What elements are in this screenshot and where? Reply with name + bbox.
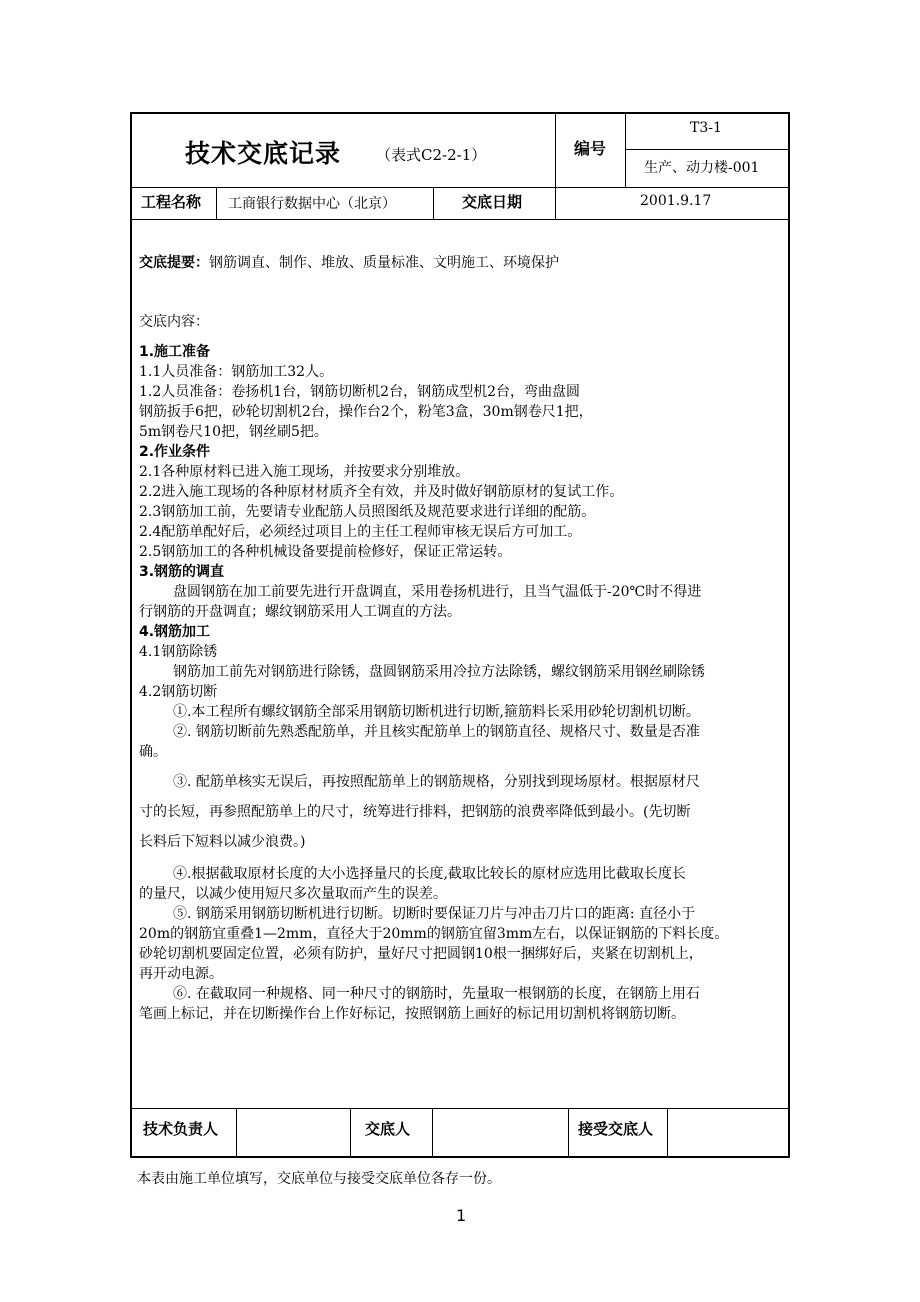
sig-col-line-4: [568, 1108, 569, 1158]
line-s2-5: 2.5钢筋加工的各种机械设备要提前检修好，保证正常运转。: [139, 544, 512, 560]
line-s3-1b: 行钢筋的开盘调直；螺纹钢筋采用人工调直的方法。: [139, 604, 461, 620]
discloser-label: 交底人: [365, 1120, 411, 1138]
item-6b: 笔画上标记，并在切断操作台上作好标记，按照钢筋上画好的标记用切割机将钢筋切断。: [139, 1006, 685, 1022]
line-s2-4: 2.4配筋单配好后，必须经过项目上的主任工程师审核无误后方可加工。: [139, 524, 582, 540]
line-s1-2a: 1.2人员准备：卷扬机1台，钢筋切断机2台，钢筋成型机2台，弯曲盘圆: [139, 384, 580, 400]
receiver-label: 接受交底人: [578, 1120, 654, 1138]
item-4b: 的量尺，以减少使用短尺多次量取而产生的误差。: [139, 886, 447, 902]
item-4a: ④.根据截取原材长度的大小选择量尺的长度,截取比较长的原材应选用比截取长度长: [173, 866, 686, 882]
item-5c: 砂轮切割机要固定位置，必须有防护，量好尺寸把圆钢10根一捆绑好后，夹紧在切割机上，: [139, 946, 703, 962]
tech-lead-signature-field[interactable]: [237, 1109, 349, 1157]
discloser-signature-field[interactable]: [433, 1109, 567, 1157]
item-2a: ②. 钢筋切断前先熟悉配筋单，并且核实配筋单上的钢筋直径、规格尺寸、数量是否准: [173, 724, 700, 740]
content-body: [139, 342, 791, 1024]
tech-lead-label: 技术负责人: [143, 1120, 219, 1138]
section-3-title: 3.钢筋的调直: [139, 564, 225, 580]
info-col-line-1: [216, 187, 217, 219]
footer-note: 本表由施工单位填写，交底单位与接受交底单位各存一份。: [137, 1171, 501, 1187]
line-s4-1: 4.1钢筋除锈: [139, 644, 218, 660]
line-s2-1: 2.1各种原材料已进入施工现场，并按要求分别堆放。: [139, 464, 470, 480]
number-top-value: T3-1: [690, 120, 722, 136]
number-divider: [625, 149, 790, 150]
item-5d: 再开动电源。: [139, 966, 223, 982]
summary-value: 钢筋调直、制作、堆放、质量标准、文明施工、环境保护: [209, 255, 559, 271]
section-1-title: 1.施工准备: [139, 344, 211, 360]
header-divider: [130, 187, 790, 188]
content-label: 交底内容：: [139, 314, 209, 330]
form-number-code: （表式C2-2-1）: [376, 146, 487, 164]
line-s1-2b: 钢筋扳手6把，砂轮切割机2台，操作台2个，粉笔3盒，30m钢卷尺1把，: [139, 404, 593, 420]
item-2b: 确。: [139, 744, 167, 760]
page-number: 1: [456, 1206, 467, 1225]
number-bottom-value: 生产、动力楼-001: [644, 160, 760, 176]
sig-col-line-2: [350, 1108, 351, 1158]
project-name-value: 工商银行数据中心（北京）: [228, 196, 396, 212]
receiver-signature-field[interactable]: [668, 1109, 788, 1157]
item-5a: ⑤. 钢筋采用钢筋切断机进行切断。切断时要保证刀片与冲击刀片口的距离: 直径小于: [173, 906, 696, 922]
summary-label: 交底提要：: [139, 255, 209, 271]
line-s1-2c: 5m钢卷尺10把，钢丝刷5把。: [139, 424, 328, 440]
info-col-line-2: [433, 187, 434, 219]
line-s4-2: 4.2钢筋切断: [139, 684, 218, 700]
header-col-line-1: [555, 112, 556, 219]
form-title: 技术交底记录: [185, 139, 342, 168]
item-6a: ⑥. 在截取同一种规格、同一种尺寸的钢筋时，先量取一根钢筋的长度，在钢筋上用石: [173, 986, 700, 1002]
line-s3-1a: 盘圆钢筋在加工前要先进行开盘调直，采用卷扬机进行，且当气温低于-20℃时不得进: [173, 584, 702, 600]
item-1: ①.本工程所有螺纹钢筋全部采用钢筋切断机进行切断,箍筋料长采用砂轮切割机切断。: [173, 704, 700, 720]
section-2-title: 2.作业条件: [139, 444, 211, 460]
disclosure-date-label: 交底日期: [462, 193, 523, 211]
info-divider: [130, 219, 790, 220]
disclosure-date-value: 2001.9.17: [640, 193, 712, 209]
section-4-title: 4.钢筋加工: [139, 624, 211, 640]
item-3a: ③. 配筋单核实无误后，再按照配筋单上的钢筋规格，分别找到现场原材。根据原材尺: [173, 774, 700, 790]
line-s2-3: 2.3钢筋加工前，先要请专业配筋人员照图纸及规范要求进行详细的配筋。: [139, 504, 596, 520]
line-s4-1-p: 钢筋加工前先对钢筋进行除锈，盘圆钢筋采用冷拉方法除锈，螺纹钢筋采用钢丝刷除锈: [173, 664, 705, 680]
line-s2-2: 2.2进入施工现场的各种原材材质齐全有效，并及时做好钢筋原材的复试工作。: [139, 484, 624, 500]
project-name-label: 工程名称: [141, 193, 202, 211]
header-col-line-2: [625, 112, 626, 187]
item-3c: 长料后下短料以减少浪费。): [139, 834, 306, 850]
disclosure-summary: [139, 253, 791, 273]
line-s1-1: 1.1人员准备：钢筋加工32人。: [139, 364, 334, 380]
item-3b: 寸的长短，再参照配筋单上的尺寸，统筹进行排料，把钢筋的浪费率降低到最小。(先切断: [139, 804, 691, 820]
item-5b: 20m的钢筋宜重叠1—2mm，直径大于20mm的钢筋宜留3mm左右，以保证钢筋的下料长度。: [139, 926, 729, 942]
number-label: 编号: [574, 139, 607, 158]
